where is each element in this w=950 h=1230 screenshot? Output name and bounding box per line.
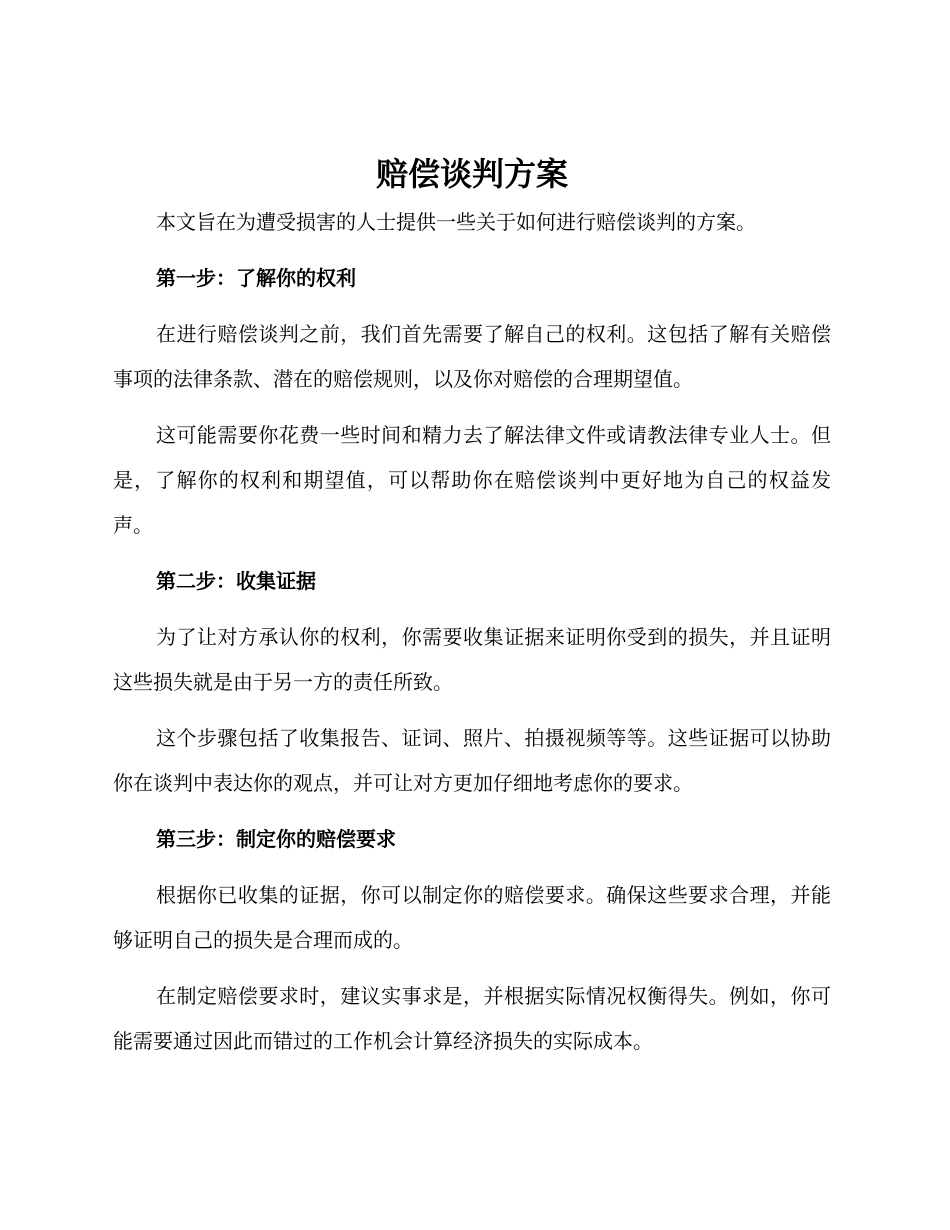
step3-paragraph-1: 根据你已收集的证据，你可以制定你的赔偿要求。确保这些要求合理，并能够证明自己的损失是合理而成的。 xyxy=(113,883,831,952)
step1-paragraph-1: 在进行赔偿谈判之前，我们首先需要了解自己的权利。这包括了解有关赔偿事项的法律条款、潜在的赔偿规则，以及你对赔偿的合理期望值。 xyxy=(113,322,831,391)
document-title: 赔偿谈判方案 xyxy=(375,155,568,193)
step2-heading: 第二步：收集证据 xyxy=(156,569,316,593)
step1-heading: 第一步：了解你的权利 xyxy=(156,266,356,290)
step2-paragraph-1: 为了让对方承认你的权利，你需要收集证据来证明你受到的损失，并且证明这些损失就是由于另一方的责任所致。 xyxy=(113,625,831,694)
step3-paragraph-2: 在制定赔偿要求时，建议实事求是，并根据实际情况权衡得失。例如，你可能需要通过因此而错过的工作机会计算经济损失的实际成本。 xyxy=(113,984,831,1053)
step3-heading: 第三步：制定你的赔偿要求 xyxy=(156,827,396,851)
step2-paragraph-2: 这个步骤包括了收集报告、证词、照片、拍摄视频等等。这些证据可以协助你在谈判中表达你的观点，并可让对方更加仔细地考虑你的要求。 xyxy=(113,726,831,795)
intro-paragraph: 本文旨在为遭受损害的人士提供一些关于如何进行赔偿谈判的方案。 xyxy=(156,210,756,234)
step1-paragraph-2: 这可能需要你花费一些时间和精力去了解法律文件或请教法律专业人士。但是，了解你的权利和期望值，可以帮助你在赔偿谈判中更好地为自己的权益发声。 xyxy=(113,423,831,537)
document-body xyxy=(113,148,831,1064)
